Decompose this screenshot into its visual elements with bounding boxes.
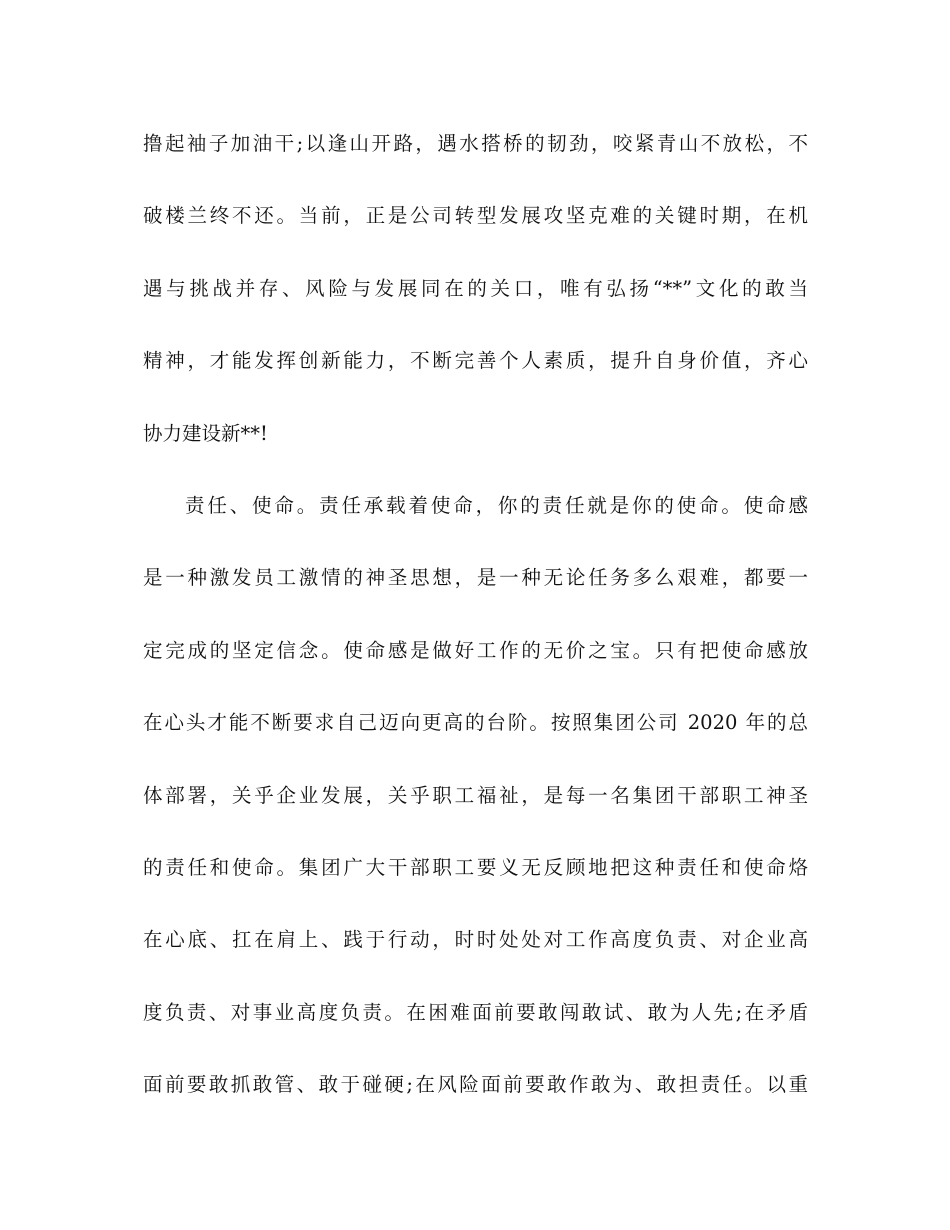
document-body (143, 124, 808, 1137)
text-line: 撸起袖子加油干;以逢山开路，遇水搭桥的韧劲，咬紧青山不放松，不 (143, 132, 808, 155)
text-line: 体部署，关乎企业发展，关乎职工福祉，是每一名集团干部职工神圣 (143, 783, 808, 807)
text-line: 是一种激发员工激情的神圣思想，是一种无论任务多么艰难，都要一 (143, 566, 808, 590)
paragraph-2 (143, 486, 808, 1138)
text-line: 面前要敢抓敢管、敢于碰硬;在风险面前要敢作敢为、敢担责任。以重 (143, 1073, 808, 1097)
text-line: 在心头才能不断要求自己迈向更高的台阶。按照集团公司 2020 年的总 (143, 711, 808, 735)
text-line: 协力建设新**! (143, 421, 268, 445)
text-line: 的责任和使命。集团广大干部职工要义无反顾地把这种责任和使命烙 (143, 855, 808, 879)
text-line: 精神，才能发挥创新能力，不断完善个人素质，提升自身价值，齐心 (143, 349, 808, 373)
text-line: 在心底、扛在肩上、践于行动，时时处处对工作高度负责、对企业高 (143, 928, 808, 952)
paragraph-1 (143, 124, 808, 486)
text-line: 定完成的坚定信念。使命感是做好工作的无价之宝。只有把使命感放 (143, 638, 808, 662)
text-line: 责任、使命。责任承载着使命，你的责任就是你的使命。使命感 (185, 493, 808, 517)
text-line: 破楼兰终不还。当前，正是公司转型发展攻坚克难的关键时期，在机 (143, 204, 808, 228)
text-line: 度负责、对事业高度负责。在困难面前要敢闯敢试、敢为人先;在矛盾 (143, 1000, 808, 1024)
text-line: 遇与挑战并存、风险与发展同在的关口，唯有弘扬“**”文化的敢当 (143, 276, 808, 300)
